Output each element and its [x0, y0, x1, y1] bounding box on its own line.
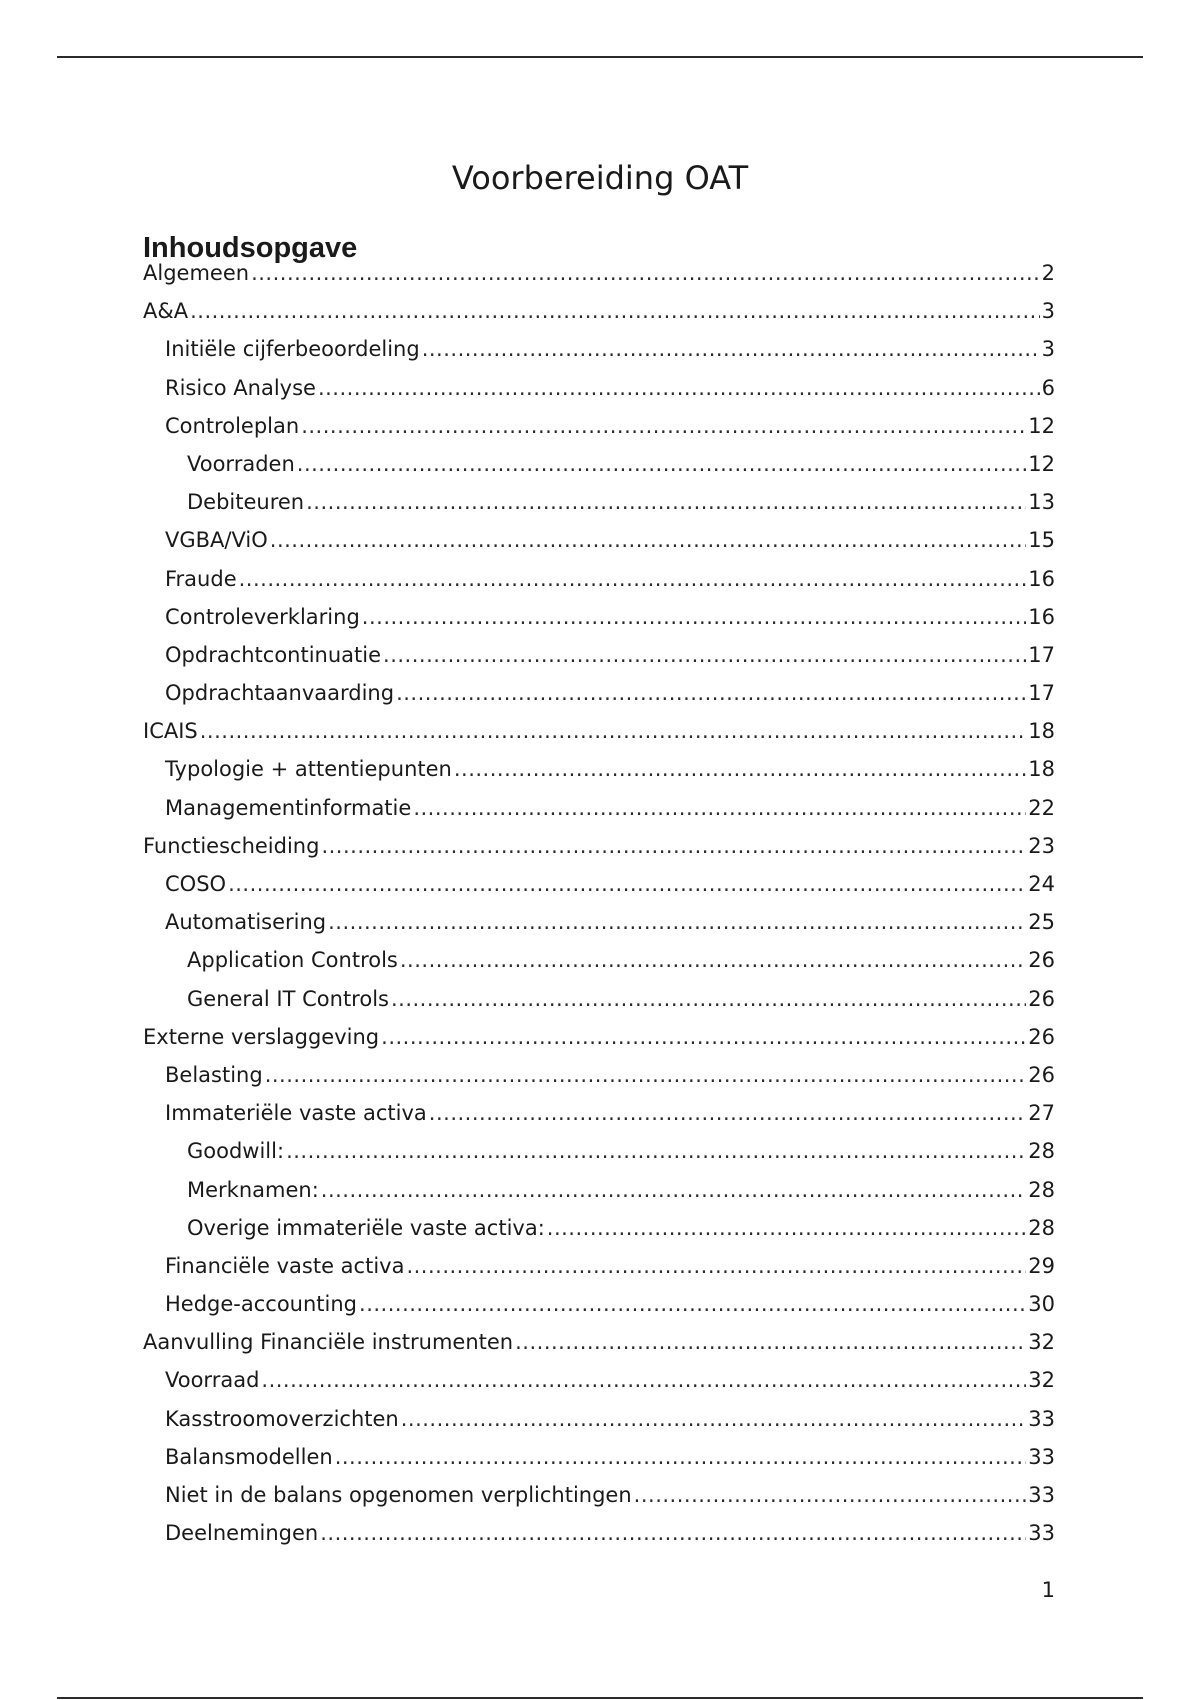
toc-entry-page: 26: [1028, 986, 1055, 1011]
toc-entry[interactable]: [143, 483, 1055, 521]
toc-entry[interactable]: [143, 1247, 1055, 1285]
toc-entry[interactable]: [143, 598, 1055, 636]
toc-entry[interactable]: [143, 1285, 1055, 1323]
toc-entry-label[interactable]: Externe verslaggeving: [143, 1024, 380, 1049]
toc-dot-leader: [362, 598, 1026, 636]
toc-entry-label[interactable]: Opdrachtaanvaarding: [165, 681, 395, 706]
toc-entry-label[interactable]: Aanvulling Financiële instrumenten: [143, 1330, 514, 1355]
toc-entry[interactable]: [143, 827, 1055, 865]
toc-entry[interactable]: [143, 1171, 1055, 1209]
toc-entry-label[interactable]: Functiescheiding: [143, 833, 320, 858]
toc-entry[interactable]: [143, 407, 1055, 445]
toc-dot-leader: [359, 1285, 1026, 1323]
toc-entry[interactable]: [143, 750, 1055, 788]
toc-entry-page: 33: [1028, 1483, 1055, 1507]
toc-entry-page: 33: [1028, 1406, 1055, 1431]
toc-entry-page: 28: [1028, 1215, 1055, 1240]
toc-entry-page: 16: [1028, 566, 1055, 591]
toc-entry[interactable]: [143, 980, 1055, 1018]
toc-entry-label[interactable]: Deelnemingen: [165, 1521, 319, 1546]
toc-entry[interactable]: [143, 674, 1055, 712]
toc-entry[interactable]: [143, 445, 1055, 483]
toc-entry-page: 18: [1028, 719, 1055, 744]
toc-entry[interactable]: [143, 330, 1055, 368]
toc-entry[interactable]: [143, 1018, 1055, 1056]
toc-dot-leader: [228, 865, 1026, 903]
toc-dot-leader: [383, 636, 1026, 674]
toc-entry-page: 24: [1028, 872, 1055, 896]
toc-dot-leader: [261, 1361, 1026, 1399]
toc-dot-leader: [413, 789, 1026, 827]
toc-entry-page: 23: [1028, 833, 1055, 858]
toc-entry-label[interactable]: Managementinformatie: [165, 795, 412, 820]
toc-dot-leader: [422, 330, 1040, 368]
toc-entry[interactable]: [143, 1056, 1055, 1094]
toc-entry-label[interactable]: Kasstroomoverzichten: [165, 1406, 399, 1431]
toc-entry-page: 32: [1028, 1368, 1055, 1393]
toc-dot-leader: [401, 1400, 1027, 1438]
toc-dot-leader: [328, 903, 1026, 941]
toc-entry-label[interactable]: Financiële vaste activa: [165, 1253, 405, 1278]
toc-dot-leader: [454, 750, 1026, 788]
toc-entry-label[interactable]: COSO: [165, 872, 227, 896]
toc-entry-label[interactable]: ICAIS: [143, 719, 198, 744]
toc-entry-page: 2: [1041, 261, 1055, 285]
toc-entry-page: 32: [1028, 1330, 1055, 1355]
toc-entry-label[interactable]: Overige immateriële vaste activa:: [187, 1215, 545, 1240]
toc-dot-leader: [396, 674, 1026, 712]
toc-entry[interactable]: [143, 712, 1055, 750]
toc-entry[interactable]: [143, 560, 1055, 598]
toc-entry-page: 26: [1028, 1024, 1055, 1049]
toc-dot-leader: [251, 254, 1040, 292]
toc-entry-label[interactable]: Niet in de balans opgenomen verplichtingen: [165, 1483, 632, 1507]
header-rule: [57, 56, 1143, 58]
toc-entry-page: 3: [1041, 337, 1055, 362]
table-of-contents: [143, 254, 1055, 1552]
document-title: Voorbereiding OAT: [451, 159, 749, 198]
toc-entry-label[interactable]: General IT Controls: [187, 986, 389, 1011]
toc-entry[interactable]: [143, 1209, 1055, 1247]
toc-entry-page: 25: [1028, 910, 1055, 935]
toc-entry-label[interactable]: Voorraad: [165, 1368, 260, 1393]
toc-entry[interactable]: [143, 1438, 1055, 1476]
toc-entry-page: 18: [1028, 757, 1055, 782]
toc-entry-page: 26: [1028, 948, 1055, 973]
toc-dot-leader: [321, 827, 1026, 865]
toc-dot-leader: [391, 980, 1026, 1018]
toc-entry[interactable]: [143, 636, 1055, 674]
toc-entry-page: 28: [1028, 1139, 1055, 1164]
toc-entry[interactable]: [143, 941, 1055, 979]
toc-entry[interactable]: [143, 1094, 1055, 1132]
toc-entry-page: 33: [1028, 1444, 1055, 1469]
toc-entry-page: 17: [1028, 642, 1055, 667]
toc-entry-page: 26: [1028, 1062, 1055, 1087]
toc-entry-page: 6: [1041, 375, 1055, 400]
toc-entry-page: 12: [1028, 413, 1055, 438]
toc-entry-label[interactable]: Typologie + attentiepunten: [165, 757, 452, 782]
toc-entry[interactable]: [143, 254, 1055, 292]
footer-rule: [57, 1697, 1143, 1699]
toc-entry[interactable]: [143, 903, 1055, 941]
toc-dot-leader: [515, 1323, 1026, 1361]
toc-entry-page: 13: [1028, 490, 1055, 515]
toc-entry-label[interactable]: A&A: [143, 299, 189, 324]
toc-entry-label[interactable]: Controleplan: [165, 413, 300, 438]
toc-dot-leader: [634, 1476, 1027, 1514]
toc-entry-page: 3: [1041, 299, 1055, 324]
toc-dot-leader: [286, 1132, 1026, 1170]
toc-entry-page: 15: [1028, 528, 1055, 553]
toc-entry-label[interactable]: Initiële cijferbeoordeling: [165, 337, 420, 362]
toc-heading: Inhoudsopgave: [143, 232, 358, 265]
toc-entry-label[interactable]: Voorraden: [187, 451, 295, 476]
toc-dot-leader: [306, 483, 1026, 521]
toc-entry[interactable]: [143, 789, 1055, 827]
toc-entry[interactable]: [143, 369, 1055, 407]
toc-dot-leader: [406, 1247, 1026, 1285]
toc-entry-page: 29: [1028, 1253, 1055, 1278]
toc-dot-leader: [239, 560, 1027, 598]
toc-entry[interactable]: [143, 1400, 1055, 1438]
toc-entry-page: 22: [1028, 795, 1055, 820]
toc-entry[interactable]: [143, 1361, 1055, 1399]
toc-dot-leader: [265, 1056, 1027, 1094]
toc-dot-leader: [547, 1209, 1026, 1247]
toc-entry-label[interactable]: Algemeen: [143, 261, 250, 285]
toc-entry[interactable]: [143, 1323, 1055, 1361]
toc-entry-page: 17: [1028, 681, 1055, 706]
toc-entry-page: 30: [1028, 1292, 1055, 1317]
toc-entry[interactable]: [143, 865, 1055, 903]
toc-entry-label[interactable]: VGBA/ViO: [165, 528, 268, 553]
toc-entry-label[interactable]: Goodwill:: [187, 1139, 285, 1164]
toc-dot-leader: [320, 1514, 1026, 1552]
toc-entry-label[interactable]: Merknamen:: [187, 1177, 319, 1202]
toc-dot-leader: [297, 445, 1027, 483]
toc-dot-leader: [301, 407, 1026, 445]
toc-entry[interactable]: [143, 1514, 1055, 1552]
toc-entry-page: 12: [1028, 451, 1055, 476]
toc-dot-leader: [190, 292, 1040, 330]
toc-dot-leader: [321, 1171, 1026, 1209]
toc-entry-label[interactable]: Application Controls: [187, 948, 398, 973]
toc-entry-label[interactable]: Automatisering: [165, 910, 327, 935]
toc-entry[interactable]: [143, 1132, 1055, 1170]
toc-entry-label[interactable]: Controleverklaring: [165, 604, 360, 629]
toc-entry-page: 16: [1028, 604, 1055, 629]
toc-entry[interactable]: [143, 521, 1055, 559]
toc-entry-page: 27: [1028, 1101, 1055, 1126]
toc-entry-label[interactable]: Risico Analyse: [165, 375, 316, 400]
toc-entry-label[interactable]: Belasting: [165, 1062, 263, 1087]
toc-entry-label[interactable]: Debiteuren: [187, 490, 305, 515]
toc-entry[interactable]: [143, 292, 1055, 330]
toc-entry-label[interactable]: Immateriële vaste activa: [165, 1101, 427, 1126]
toc-entry-label[interactable]: Hedge-accounting: [165, 1292, 358, 1317]
page-number: 1: [1041, 1578, 1055, 1602]
toc-dot-leader: [270, 521, 1027, 559]
toc-entry-label[interactable]: Balansmodellen: [165, 1444, 333, 1469]
toc-entry-page: 28: [1028, 1177, 1055, 1202]
toc-entry-page: 33: [1028, 1521, 1055, 1546]
toc-dot-leader: [400, 941, 1026, 979]
toc-entry-label[interactable]: Fraude: [165, 566, 237, 591]
toc-entry-label[interactable]: Opdrachtcontinuatie: [165, 642, 382, 667]
toc-dot-leader: [381, 1018, 1026, 1056]
toc-entry[interactable]: [143, 1476, 1055, 1514]
toc-dot-leader: [318, 369, 1040, 407]
toc-dot-leader: [335, 1438, 1027, 1476]
toc-dot-leader: [200, 712, 1027, 750]
toc-dot-leader: [429, 1094, 1026, 1132]
